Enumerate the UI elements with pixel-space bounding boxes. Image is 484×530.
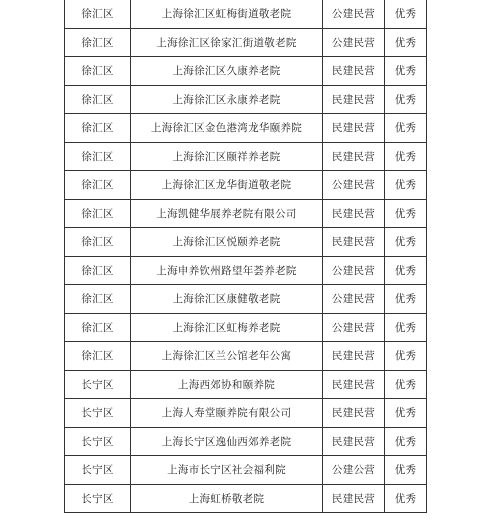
- institution-name-cell: 上海徐汇区康健敬老院: [131, 285, 323, 314]
- table-row: [65, 0, 427, 28]
- grade-cell: 优秀: [385, 0, 427, 28]
- district-cell: 徐汇区: [65, 228, 131, 257]
- table-row: [65, 171, 427, 200]
- operation-type-cell: 公建民营: [323, 256, 385, 285]
- institution-name-cell: 上海人寿堂颐养院有限公司: [131, 399, 323, 428]
- table-row: [65, 199, 427, 228]
- operation-type-cell: 公建民营: [323, 285, 385, 314]
- institution-name-cell: 上海徐汇区颐祥养老院: [131, 142, 323, 171]
- operation-type-cell: 公建公营: [323, 456, 385, 485]
- institution-name-cell: 上海徐汇区兰公馆老年公寓: [131, 342, 323, 371]
- operation-type-cell: 民建民营: [323, 342, 385, 371]
- institution-name-cell: 上海西郊协和颐养院: [131, 370, 323, 399]
- operation-type-cell: 公建民营: [323, 313, 385, 342]
- grade-cell: 优秀: [385, 142, 427, 171]
- table-row: [65, 399, 427, 428]
- grade-cell: 优秀: [385, 256, 427, 285]
- operation-type-cell: 民建民营: [323, 142, 385, 171]
- grade-cell: 优秀: [385, 313, 427, 342]
- district-cell: 徐汇区: [65, 171, 131, 200]
- operation-type-cell: 公建民营: [323, 171, 385, 200]
- operation-type-cell: 公建民营: [323, 28, 385, 57]
- institution-name-cell: 上海徐汇区悦颐养老院: [131, 228, 323, 257]
- district-cell: 长宁区: [65, 399, 131, 428]
- operation-type-cell: 民建民营: [323, 228, 385, 257]
- institution-name-cell: 上海徐汇区永康养老院: [131, 85, 323, 114]
- institution-name-cell: 上海徐汇区徐家汇街道敬老院: [131, 28, 323, 57]
- table-row: [65, 228, 427, 257]
- institution-name-cell: 上海徐汇区虹梅养老院: [131, 313, 323, 342]
- district-cell: 徐汇区: [65, 28, 131, 57]
- district-cell: 徐汇区: [65, 57, 131, 86]
- operation-type-cell: 民建民营: [323, 427, 385, 456]
- grade-cell: 优秀: [385, 370, 427, 399]
- grade-cell: 优秀: [385, 285, 427, 314]
- operation-type-cell: 民建民营: [323, 370, 385, 399]
- district-cell: 徐汇区: [65, 142, 131, 171]
- table-row: [65, 342, 427, 371]
- institution-name-cell: 上海徐汇区龙华街道敬老院: [131, 171, 323, 200]
- grade-cell: 优秀: [385, 399, 427, 428]
- institution-name-cell: 上海市长宁区社会福利院: [131, 456, 323, 485]
- table-body: [65, 0, 427, 513]
- grade-cell: 优秀: [385, 171, 427, 200]
- table-row: [65, 256, 427, 285]
- institution-table: [64, 0, 427, 513]
- grade-cell: 优秀: [385, 57, 427, 86]
- grade-cell: 优秀: [385, 427, 427, 456]
- institution-name-cell: 上海申养钦州路望年荟养老院: [131, 256, 323, 285]
- institution-name-cell: 上海徐汇区虹梅街道敬老院: [131, 0, 323, 28]
- district-cell: 长宁区: [65, 456, 131, 485]
- table-row: [65, 313, 427, 342]
- district-cell: 长宁区: [65, 370, 131, 399]
- grade-cell: 优秀: [385, 114, 427, 143]
- district-cell: 徐汇区: [65, 285, 131, 314]
- grade-cell: 优秀: [385, 228, 427, 257]
- institution-name-cell: 上海徐汇区久康养老院: [131, 57, 323, 86]
- district-cell: 徐汇区: [65, 85, 131, 114]
- table-row: [65, 28, 427, 57]
- institution-name-cell: 上海徐汇区金色港湾龙华颐养院: [131, 114, 323, 143]
- grade-cell: 优秀: [385, 28, 427, 57]
- table-row: [65, 427, 427, 456]
- district-cell: 徐汇区: [65, 199, 131, 228]
- table-row: [65, 85, 427, 114]
- table-row: [65, 285, 427, 314]
- institution-name-cell: 上海虹桥敬老院: [131, 484, 323, 513]
- grade-cell: 优秀: [385, 85, 427, 114]
- district-cell: 徐汇区: [65, 342, 131, 371]
- table-row: [65, 456, 427, 485]
- grade-cell: 优秀: [385, 484, 427, 513]
- grade-cell: 优秀: [385, 342, 427, 371]
- table-row: [65, 57, 427, 86]
- district-cell: 长宁区: [65, 427, 131, 456]
- district-cell: 长宁区: [65, 484, 131, 513]
- operation-type-cell: 公建民营: [323, 0, 385, 28]
- grade-cell: 优秀: [385, 456, 427, 485]
- district-cell: 徐汇区: [65, 313, 131, 342]
- operation-type-cell: 民建民营: [323, 114, 385, 143]
- operation-type-cell: 民建民营: [323, 199, 385, 228]
- institution-table-container: [64, 0, 426, 513]
- table-row: [65, 370, 427, 399]
- operation-type-cell: 民建民营: [323, 399, 385, 428]
- institution-name-cell: 上海长宁区逸仙西郊养老院: [131, 427, 323, 456]
- district-cell: 徐汇区: [65, 114, 131, 143]
- table-row: [65, 484, 427, 513]
- grade-cell: 优秀: [385, 199, 427, 228]
- district-cell: 徐汇区: [65, 0, 131, 28]
- district-cell: 徐汇区: [65, 256, 131, 285]
- operation-type-cell: 民建民营: [323, 85, 385, 114]
- table-row: [65, 114, 427, 143]
- operation-type-cell: 民建民营: [323, 484, 385, 513]
- institution-name-cell: 上海凯健华展养老院有限公司: [131, 199, 323, 228]
- operation-type-cell: 民建民营: [323, 57, 385, 86]
- table-row: [65, 142, 427, 171]
